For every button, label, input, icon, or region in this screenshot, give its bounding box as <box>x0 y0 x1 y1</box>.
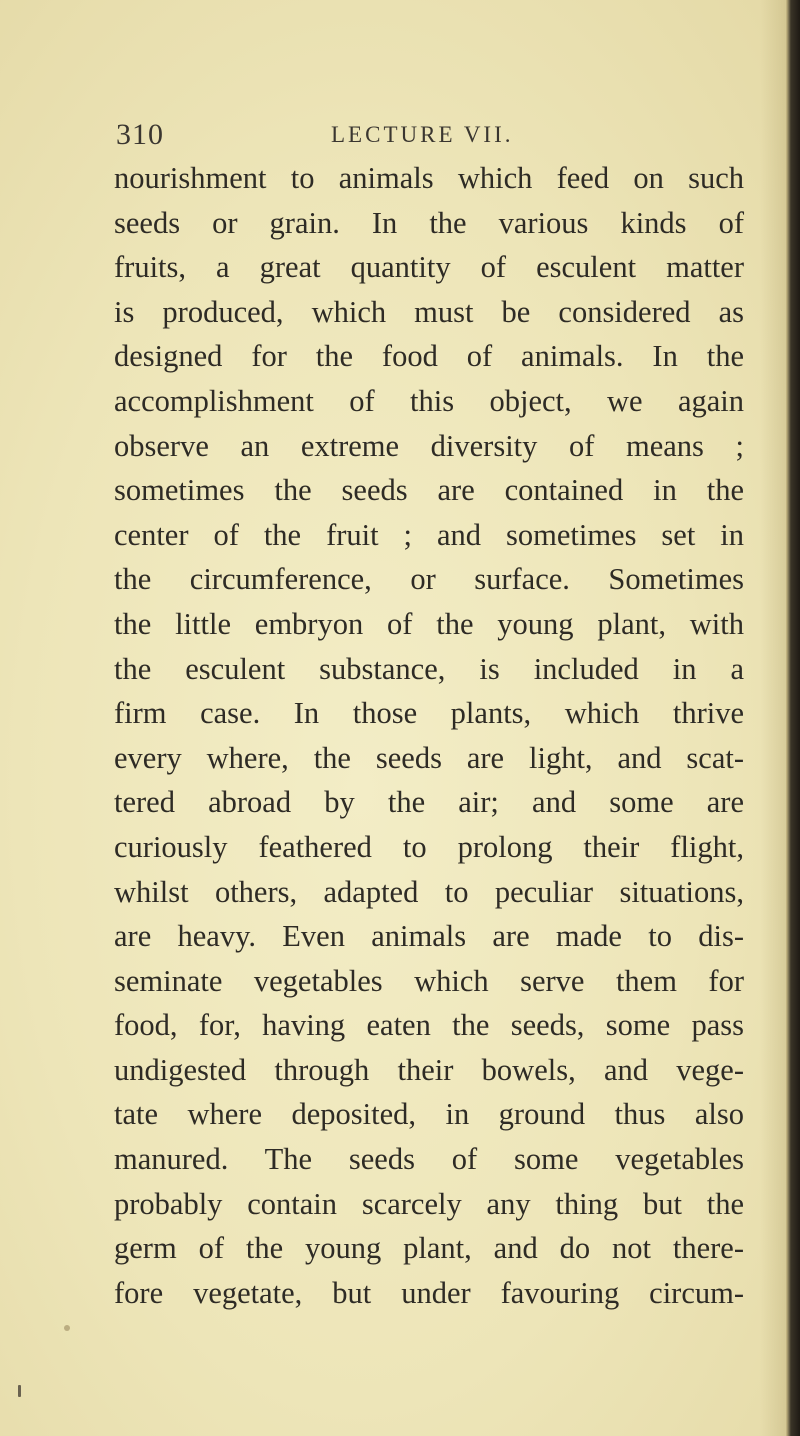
text-line: tate where deposited, in ground thus also <box>114 1097 744 1132</box>
text-line: nourishment to animals which feed on such <box>114 161 744 195</box>
page-gutter-shadow <box>760 0 786 1436</box>
text-line: are heavy. Even animals are made to dis- <box>114 919 744 954</box>
text-line: undigested through their bowels, and vege- <box>114 1052 744 1087</box>
text-line: the circumference, or surface. Sometimes <box>114 562 744 597</box>
text-line: seminate vegetables which serve them for <box>114 963 744 998</box>
text-line: sometimes the seeds are contained in the <box>114 473 744 508</box>
text-line: is produced, which must be considered as <box>114 294 744 329</box>
text-line: whilst others, adapted to peculiar situations, <box>114 874 744 909</box>
page-number: 310 <box>116 118 164 151</box>
text-line: accomplishment of this object, we again <box>114 383 744 418</box>
ink-mark <box>18 1385 21 1397</box>
text-line: center of the fruit ; and sometimes set in <box>114 517 744 552</box>
text-line: the little embryon of the young plant, with <box>114 606 744 641</box>
running-head <box>116 118 736 158</box>
text-line: manured. The seeds of some vegetables <box>114 1142 744 1177</box>
text-line: probably contain scarcely any thing but the <box>114 1186 744 1221</box>
book-edge <box>786 0 800 1436</box>
text-line: food, for, having eaten the seeds, some pass <box>114 1008 744 1043</box>
text-line: fore vegetate, but under favouring circum- <box>114 1275 744 1310</box>
text-line: firm case. In those plants, which thrive <box>114 696 744 731</box>
text-line: tered abroad by the air; and some are <box>114 785 744 820</box>
text-line: seeds or grain. In the various kinds of <box>114 205 744 240</box>
text-line: designed for the food of animals. In the <box>114 339 744 374</box>
paper-speck <box>64 1325 70 1331</box>
body-text <box>114 156 744 1315</box>
text-line: every where, the seeds are light, and scat- <box>114 740 744 775</box>
text-line: observe an extreme diversity of means ; <box>114 428 744 463</box>
text-line: fruits, a great quantity of esculent matter <box>114 250 744 285</box>
text-line: the esculent substance, is included in a <box>114 651 744 686</box>
running-head-title: LECTURE VII. <box>331 122 514 147</box>
text-line: curiously feathered to prolong their flight, <box>114 829 744 864</box>
text-line: germ of the young plant, and do not there- <box>114 1231 744 1266</box>
